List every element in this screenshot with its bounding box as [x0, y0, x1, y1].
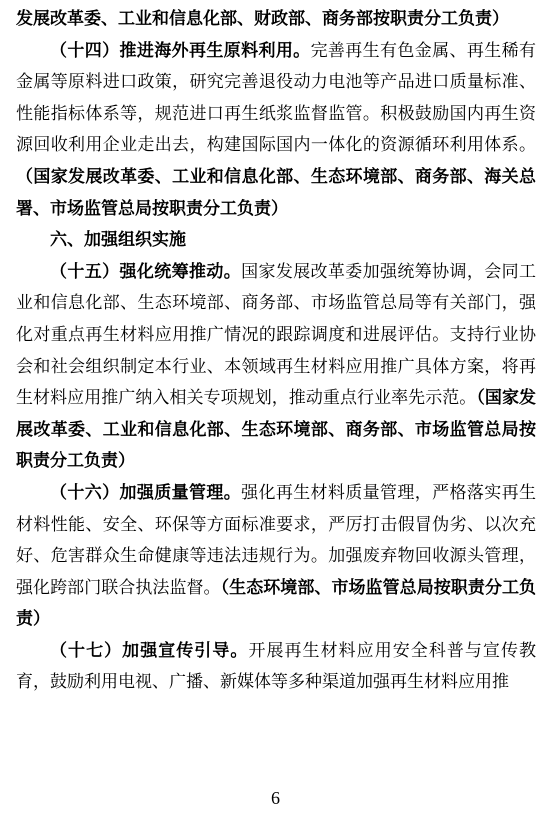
section-16-paragraph [16, 478, 536, 636]
section-16-body: 强化再生材料质量管理，严格落实再生材料性能、安全、环保等方面标准要求，严厉打击假冒伪劣、以次充好、危害群众生命健康等违法违规行为。加强废弃物回收源头管理，强化跨部门联合执法监督。 [16, 482, 537, 598]
section-16-lead: （十六）加强质量管理。 [50, 482, 242, 503]
section-15-responsible: （国家发展改革委、工业和信息化部、生态环境部、商务部、市场监管总局按职责分工负责） [16, 388, 537, 472]
section-16-responsible: （生态环境部、市场监管总局按职责分工负责） [16, 577, 537, 630]
section-14-lead: （十四）推进海外再生原料利用。 [50, 40, 311, 61]
section-heading-6: 六、加强组织实施 [50, 230, 186, 251]
section-14-body: 完善再生有色金属、再生稀有金属等原料进口政策，研究完善退役动力电池等产品进口质量标准、性能指标体系等，规范进口再生纸浆监督监管。积极鼓励国内再生资源回收利用企业走出去，构建国际国内一体化的资源循环利用体系。 [16, 40, 537, 156]
section-15-body: 国家发展改革委加强统筹协调，会同工业和信息化部、生态环境部、商务部、市场监管总局等有关部门，强化对重点再生材料应用推广情况的跟踪调度和进展评估。支持行业协会和社会组织制定本行业、本领域再生材料应用推广具体方案，将再生材料应用推广纳入相关专项规划，推动重点行业率先示范。 [16, 261, 537, 409]
section-15-paragraph [16, 257, 536, 478]
section-17-paragraph [16, 636, 536, 699]
continuation-text: 发展改革委、工业和信息化部、财政部、商务部按职责分工负责） [16, 9, 509, 29]
page-number: 6 [271, 788, 280, 808]
section-14-paragraph [16, 36, 536, 226]
section-14-responsible: （国家发展改革委、工业和信息化部、生态环境部、商务部、海关总署、市场监管总局按职责分工负责） [16, 166, 536, 219]
section-15-lead: （十五）强化统筹推动。 [50, 261, 242, 282]
document-page [16, 4, 536, 699]
section-17-lead: （十七）加强宣传引导。 [50, 640, 249, 661]
section-17-body: 开展再生材料应用安全科普与宣传教育，鼓励利用电视、广播、新媒体等多种渠道加强再生材料应用推 [16, 640, 537, 693]
